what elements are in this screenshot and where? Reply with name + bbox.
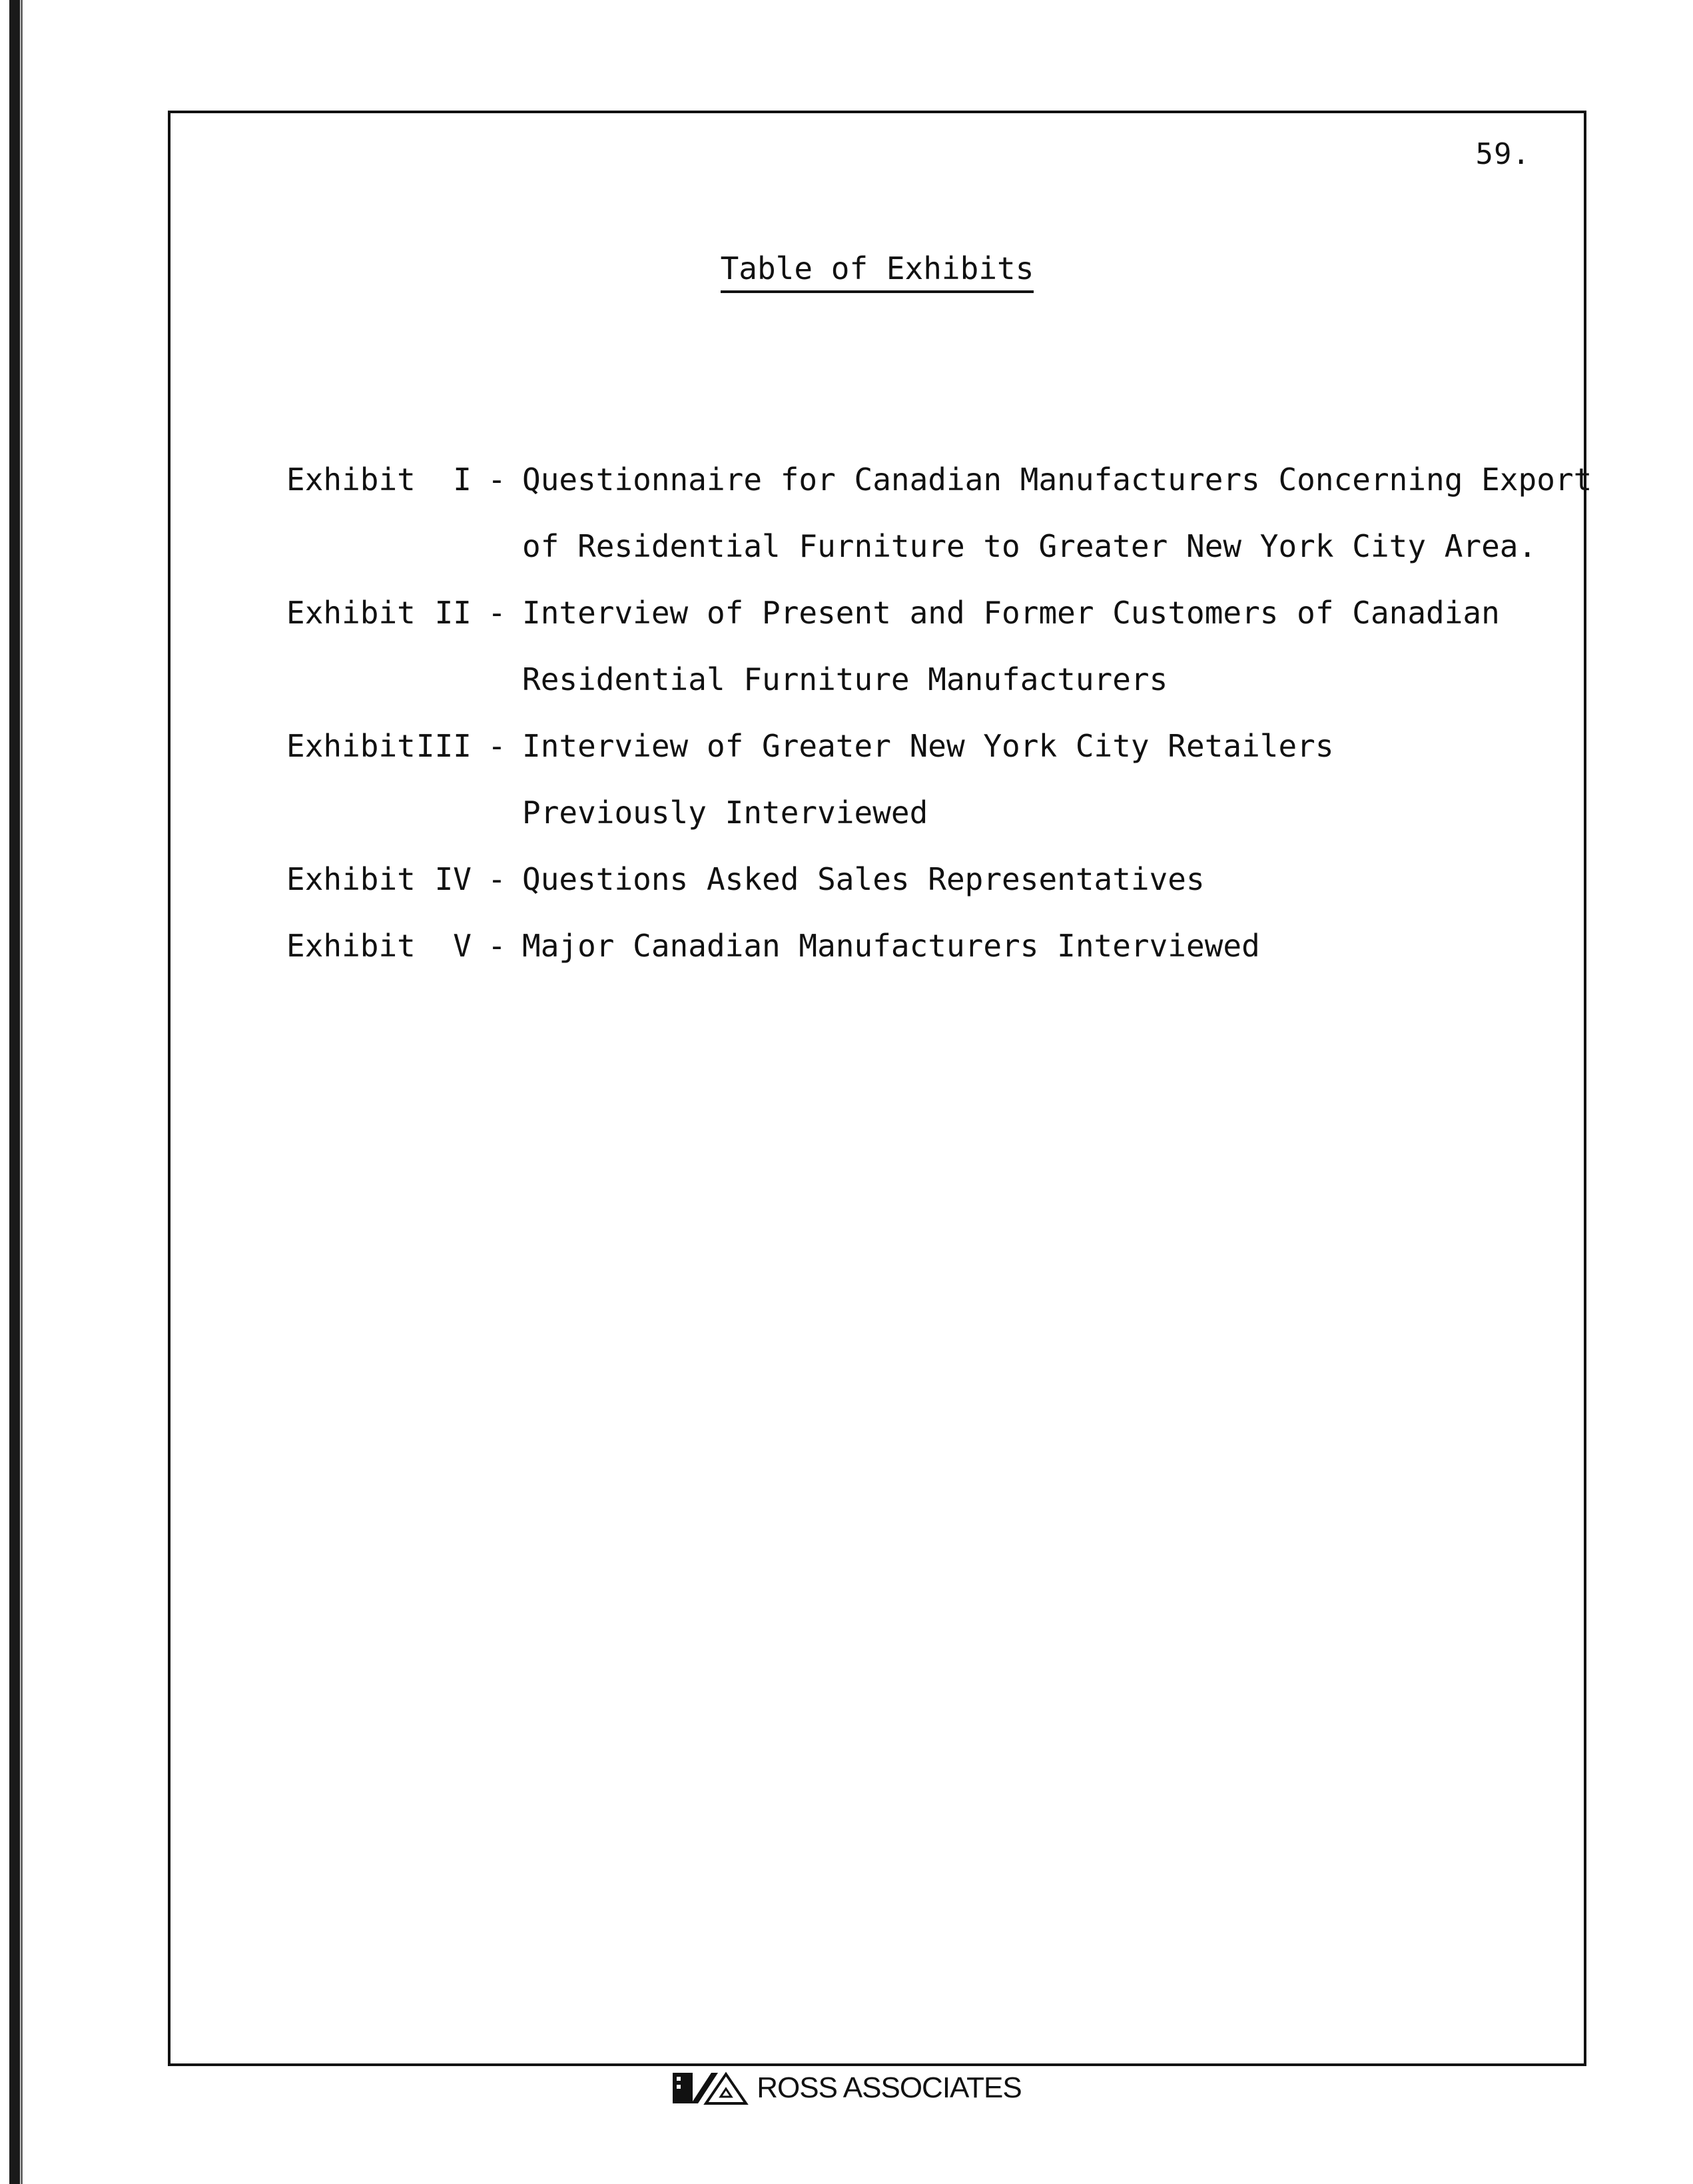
exhibit-entry-3 [286, 713, 1585, 846]
exhibit-dash: - [488, 861, 506, 897]
exhibit-description [522, 579, 1585, 713]
exhibit-label: Exhibit [286, 928, 416, 964]
exhibit-entry-1 [286, 446, 1592, 579]
binding-edge [9, 0, 20, 2184]
exhibit-description [522, 912, 1585, 979]
exhibit-label: Exhibit [286, 595, 416, 631]
exhibit-description [522, 446, 1592, 579]
exhibit-entry-5 [286, 912, 1585, 979]
exhibit-dash: - [488, 728, 506, 764]
footer [0, 2070, 1693, 2106]
exhibit-numeral: II [434, 595, 472, 631]
exhibit-numeral: IV [434, 861, 472, 897]
exhibit-description-line: Major Canadian Manufacturers Interviewed [522, 928, 1260, 964]
exhibit-entry-4 [286, 846, 1585, 912]
exhibit-numeral: I [453, 462, 472, 498]
exhibit-dash: - [488, 595, 506, 631]
ross-associates-logo-icon [671, 2070, 750, 2106]
exhibit-description-line: of Residential Furniture to Greater New York City Area. [522, 528, 1537, 564]
exhibit-label: Exhibit [286, 462, 416, 498]
exhibit-label: Exhibit [286, 861, 416, 897]
exhibit-description-line: Residential Furniture Manufacturers [522, 661, 1168, 697]
exhibit-description [522, 713, 1585, 846]
exhibit-dash: - [488, 928, 506, 964]
page-title-text: Table of Exhibits [721, 250, 1034, 293]
exhibit-label: Exhibit [286, 728, 416, 764]
exhibit-description-line: Interview of Present and Former Customers of Canadian [522, 595, 1500, 631]
exhibit-description-line: Interview of Greater New York City Retailers [522, 728, 1334, 764]
exhibit-numeral: V [453, 928, 472, 964]
page-number: 59. [1475, 137, 1530, 171]
exhibit-description-line: Previously Interviewed [522, 795, 928, 831]
company-name: ROSS ASSOCIATES [757, 2071, 1022, 2104]
exhibit-description-line: Questions Asked Sales Representatives [522, 861, 1205, 897]
page-frame [168, 111, 1592, 2066]
exhibit-description [522, 846, 1585, 912]
page-title [170, 250, 1584, 286]
exhibit-numeral: III [416, 728, 472, 764]
exhibit-dash: - [488, 462, 506, 498]
exhibit-entry-2 [286, 579, 1585, 713]
exhibit-list [286, 446, 1592, 979]
binding-edge-highlight [21, 0, 23, 2184]
exhibit-description-line: Questionnaire for Canadian Manufacturers Concerning Export [522, 462, 1592, 498]
